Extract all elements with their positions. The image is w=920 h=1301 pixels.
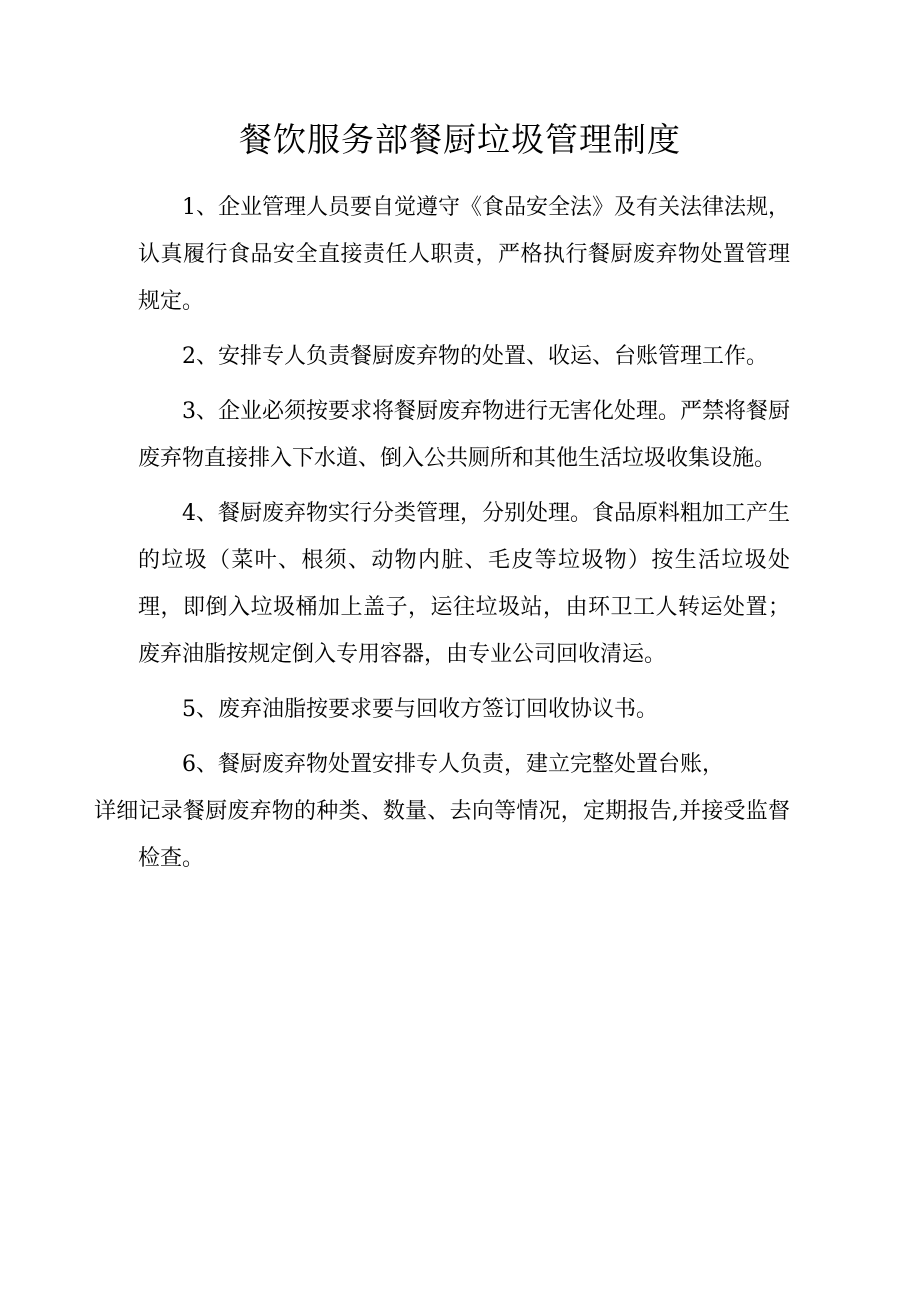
paragraph-5: 5、废弃油脂按要求要与回收方签订回收协议书。 [182, 697, 658, 722]
paragraph-1: 1、企业管理人员要自觉遵守《食品安全法》及有关法律法规，认真履行食品安全直接责任人职责，严格执行餐厨废弃物处置管理规定。 [138, 195, 790, 314]
paragraph-6 [94, 741, 790, 882]
paragraph-2: 2、安排专人负责餐厨废弃物的处置、收运、台账管理工作。 [182, 344, 768, 369]
paragraph-4: 4、餐厨废弃物实行分类管理，分别处理。食品原料粗加工产生的垃圾（菜叶、根须、动物内脏、毛皮等垃圾物）按生活垃圾处理，即倒入垃圾桶加上盖子，运往垃圾站，由环卫工人转运处置；废弃油脂按规定倒入专用容器，由专业公司回收清运。 [138, 501, 790, 667]
document-title: 餐饮服务部餐厨垃圾管理制度 [239, 120, 681, 159]
paragraph-6-continuation: 详细记录餐厨废弃物的种类、数量、去向等情况，定期报告,并接受监督检查。 [94, 799, 790, 871]
paragraph-3: 3、企业必须按要求将餐厨废弃物进行无害化处理。严禁将餐厨废弃物直接排入下水道、倒入公共厕所和其他生活垃圾收集设施。 [138, 399, 790, 471]
paragraph-6-first-line: 6、餐厨废弃物处置安排专人负责，建立完整处置台账， [182, 752, 724, 777]
document-body [94, 184, 790, 890]
